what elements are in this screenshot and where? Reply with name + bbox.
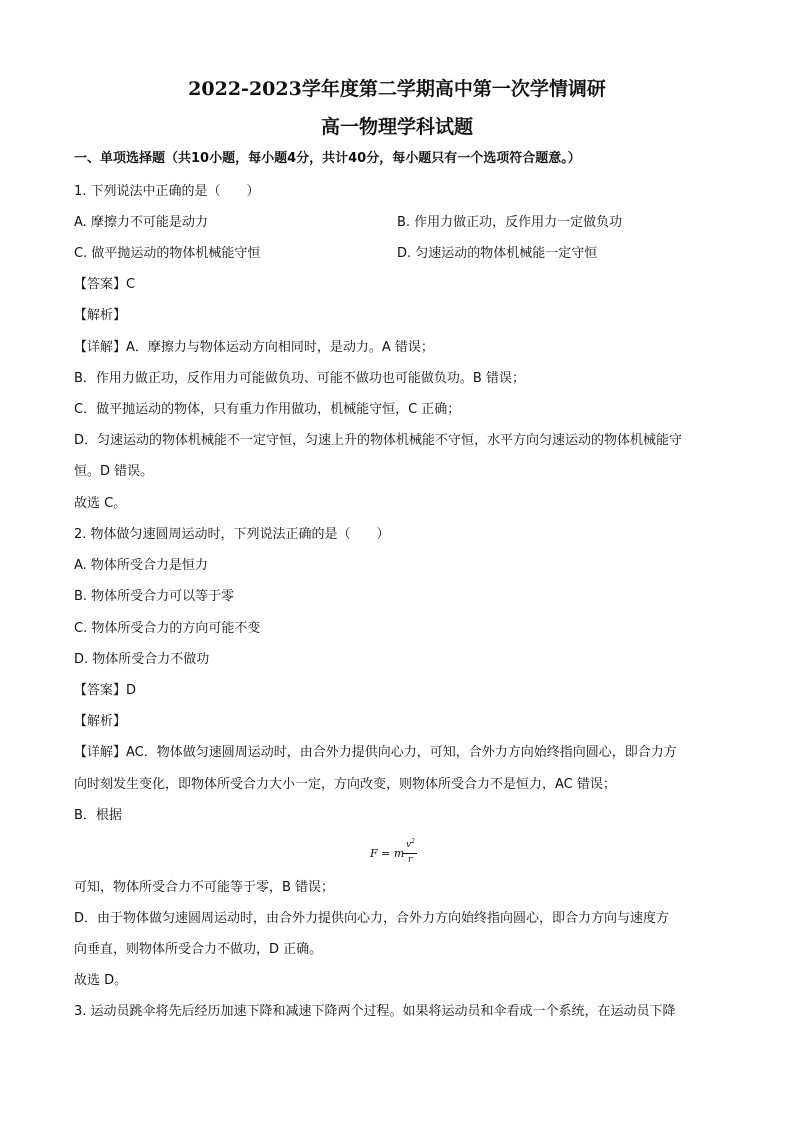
q1-option-d: D. 匀速运动的物体机械能一定守恒 <box>397 246 598 261</box>
q2-analysis-line: 向垂直，则物体所受合力不做功，D 正确。 <box>74 942 323 957</box>
q1-analysis-line: B．作用力做正功，反作用力可能做负功、可能不做功也可能做负功。B 错误； <box>74 371 525 386</box>
q2-analysis-line: D．由于物体做匀速圆周运动时，由合外力提供向心力，合外力方向始终指向圆心，即合力方向与速度方 <box>74 911 670 926</box>
q1-analysis-line: D．匀速运动的物体机械能不一定守恒，匀速上升的物体机械能不守恒，水平方向匀速运动的物体机械能守 <box>74 433 683 448</box>
q1-stem: 1. 下列说法中正确的是（ ） <box>74 184 260 199</box>
formula-lhs: F = m <box>370 847 405 860</box>
q2-analysis-line: B．根据 <box>74 808 122 823</box>
q1-answer: 【答案】C <box>74 277 136 292</box>
q1-analysis-label: 【解析】 <box>74 308 127 323</box>
q1-analysis-line: 恒。D 错误。 <box>74 464 154 479</box>
q2-analysis-line: 可知，物体所受合力不可能等于零，B 错误； <box>74 880 335 895</box>
q1-conclusion: 故选 C。 <box>74 496 127 511</box>
q2-option-d: D. 物体所受合力不做功 <box>74 652 210 667</box>
q2-analysis-line: 【详解】AC．物体做匀速圆周运动时，由合外力提供向心力，可知，合外力方向始终指向圆心，即合力方 <box>74 745 677 760</box>
q2-option-b: B. 物体所受合力可以等于零 <box>74 589 235 604</box>
formula-denominator: r <box>408 855 413 865</box>
q1-analysis-line: C．做平抛运动的物体，只有重力作用做功，机械能守恒，C 正确； <box>74 402 461 417</box>
q2-analysis-label: 【解析】 <box>74 714 127 729</box>
section-heading: 一、单项选择题（共10小题，每小题4分，共计40分，每小题只有一个选项符合题意。） <box>74 151 581 166</box>
q2-option-a: A. 物体所受合力是恒力 <box>74 558 208 573</box>
exam-title: 2022-2023学年度第二学期高中第一次学情调研 <box>188 78 606 100</box>
formula-numerator <box>406 838 415 850</box>
q2-answer: 【答案】D <box>74 683 137 698</box>
fraction-bar <box>403 853 417 854</box>
q1-option-a: A. 摩擦力不可能是动力 <box>74 215 208 230</box>
q2-analysis-line: 向时刻发生变化，即物体所受合力大小一定，方向改变，则物体所受合力不是恒力，AC 错误； <box>74 777 616 792</box>
q1-analysis-line: 【详解】A．摩擦力与物体运动方向相同时，是动力。A 错误； <box>74 340 434 355</box>
q2-stem: 2. 物体做匀速圆周运动时，下列说法正确的是（ ） <box>74 527 390 542</box>
formula-numerator-var: v <box>406 840 412 850</box>
exam-subtitle: 高一物理学科试题 <box>320 116 473 138</box>
q2-option-c: C. 物体所受合力的方向可能不变 <box>74 621 261 636</box>
formula-exponent: 2 <box>411 838 415 845</box>
centripetal-force-formula <box>370 838 430 872</box>
q3-stem: 3. 运动员跳伞将先后经历加速下降和减速下降两个过程。如果将运动员和伞看成一个系统，在运动员下降 <box>74 1004 676 1019</box>
q1-option-b: B. 作用力做正功，反作用力一定做负功 <box>397 215 623 230</box>
q1-option-c: C. 做平抛运动的物体机械能守恒 <box>74 246 261 261</box>
q2-conclusion: 故选 D。 <box>74 973 128 988</box>
